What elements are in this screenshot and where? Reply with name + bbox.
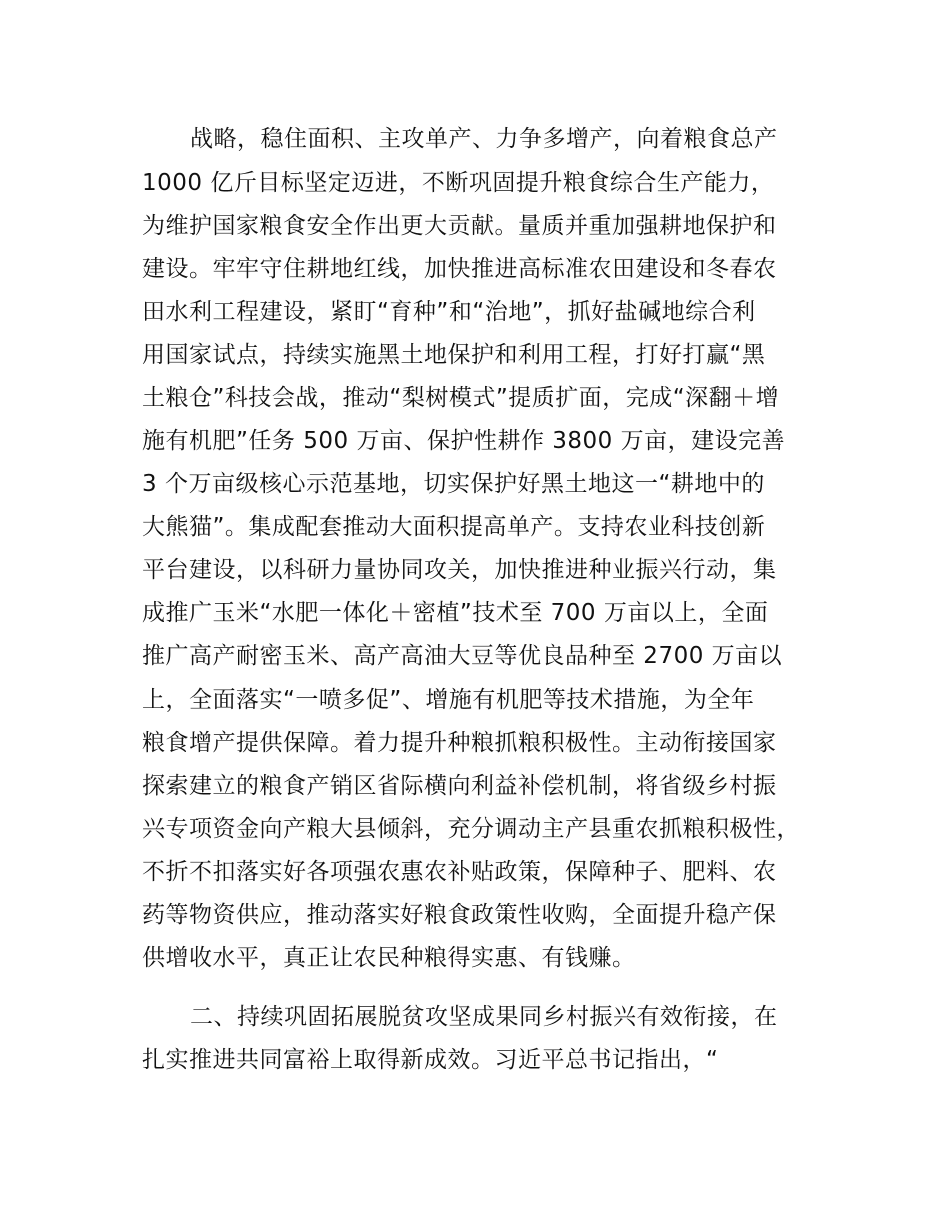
text-line: 药等物资供应，推动落实好粮食政策性收购，全面提升稳产保 [142,902,777,928]
text-line: 3 个万亩级核心示范基地，切实保护好黑土地这一“耕地中的 [142,471,765,497]
text-line: 二、持续巩固拓展脱贫攻坚成果同乡村振兴有效衔接，在 [190,1004,778,1030]
text-line: 为维护国家粮食安全作出更大贡献。量质并重加强耕地保护和 [142,213,777,239]
text-line: 建设。牢牢守住耕地红线，加快推进高标准农田建设和冬春农 [142,256,777,282]
text-line: 1000 亿斤目标坚定迈进，不断巩固提升粮食综合生产能力， [142,170,775,196]
text-line: 田水利工程建设，紧盯“育种”和“治地”，抓好盐碱地综合利 [142,299,756,325]
text-line: 用国家试点，持续实施黑土地保护和利用工程，打好打赢“黑 [142,342,766,368]
text-line: 上，全面落实“一喷多促”、增施有机肥等技术措施，为全年 [142,687,755,713]
text-line: 兴专项资金向产粮大县倾斜，充分调动主产县重农抓粮积极性， [142,816,800,842]
text-line: 大熊猫”。集成配套推动大面积提高单产。支持农业科技创新 [142,514,766,540]
text-line: 施有机肥”任务 500 万亩、保护性耕作 3800 万亩，建设完善 [142,428,786,454]
text-line: 平台建设，以科研力量协同攻关，加快推进种业振兴行动，集 [142,557,777,583]
text-line: 成推广玉米“水肥一体化＋密植”技术至 700 万亩以上，全面 [142,600,769,626]
text-line: 不折不扣落实好各项强农惠农补贴政策，保障种子、肥料、农 [142,859,777,885]
text-line: 扎实推进共同富裕上取得新成效。习近平总书记指出，“ [142,1047,719,1073]
text-line: 探索建立的粮食产销区省际横向利益补偿机制，将省级乡村振 [142,773,777,799]
text-line: 粮食增产提供保障。着力提升种粮抓粮积极性。主动衔接国家 [142,730,777,756]
text-line: 土粮仓”科技会战，推动“梨树模式”提质扩面，完成“深翻＋增 [142,385,780,411]
text-line: 推广高产耐密玉米、高产高油大豆等优良品种至 2700 万亩以 [142,643,783,669]
text-line: 战略，稳住面积、主攻单产、力争多增产，向着粮食总产 [190,126,778,152]
text-line: 供增收水平，真正让农民种粮得实惠、有钱赚。 [142,945,636,971]
